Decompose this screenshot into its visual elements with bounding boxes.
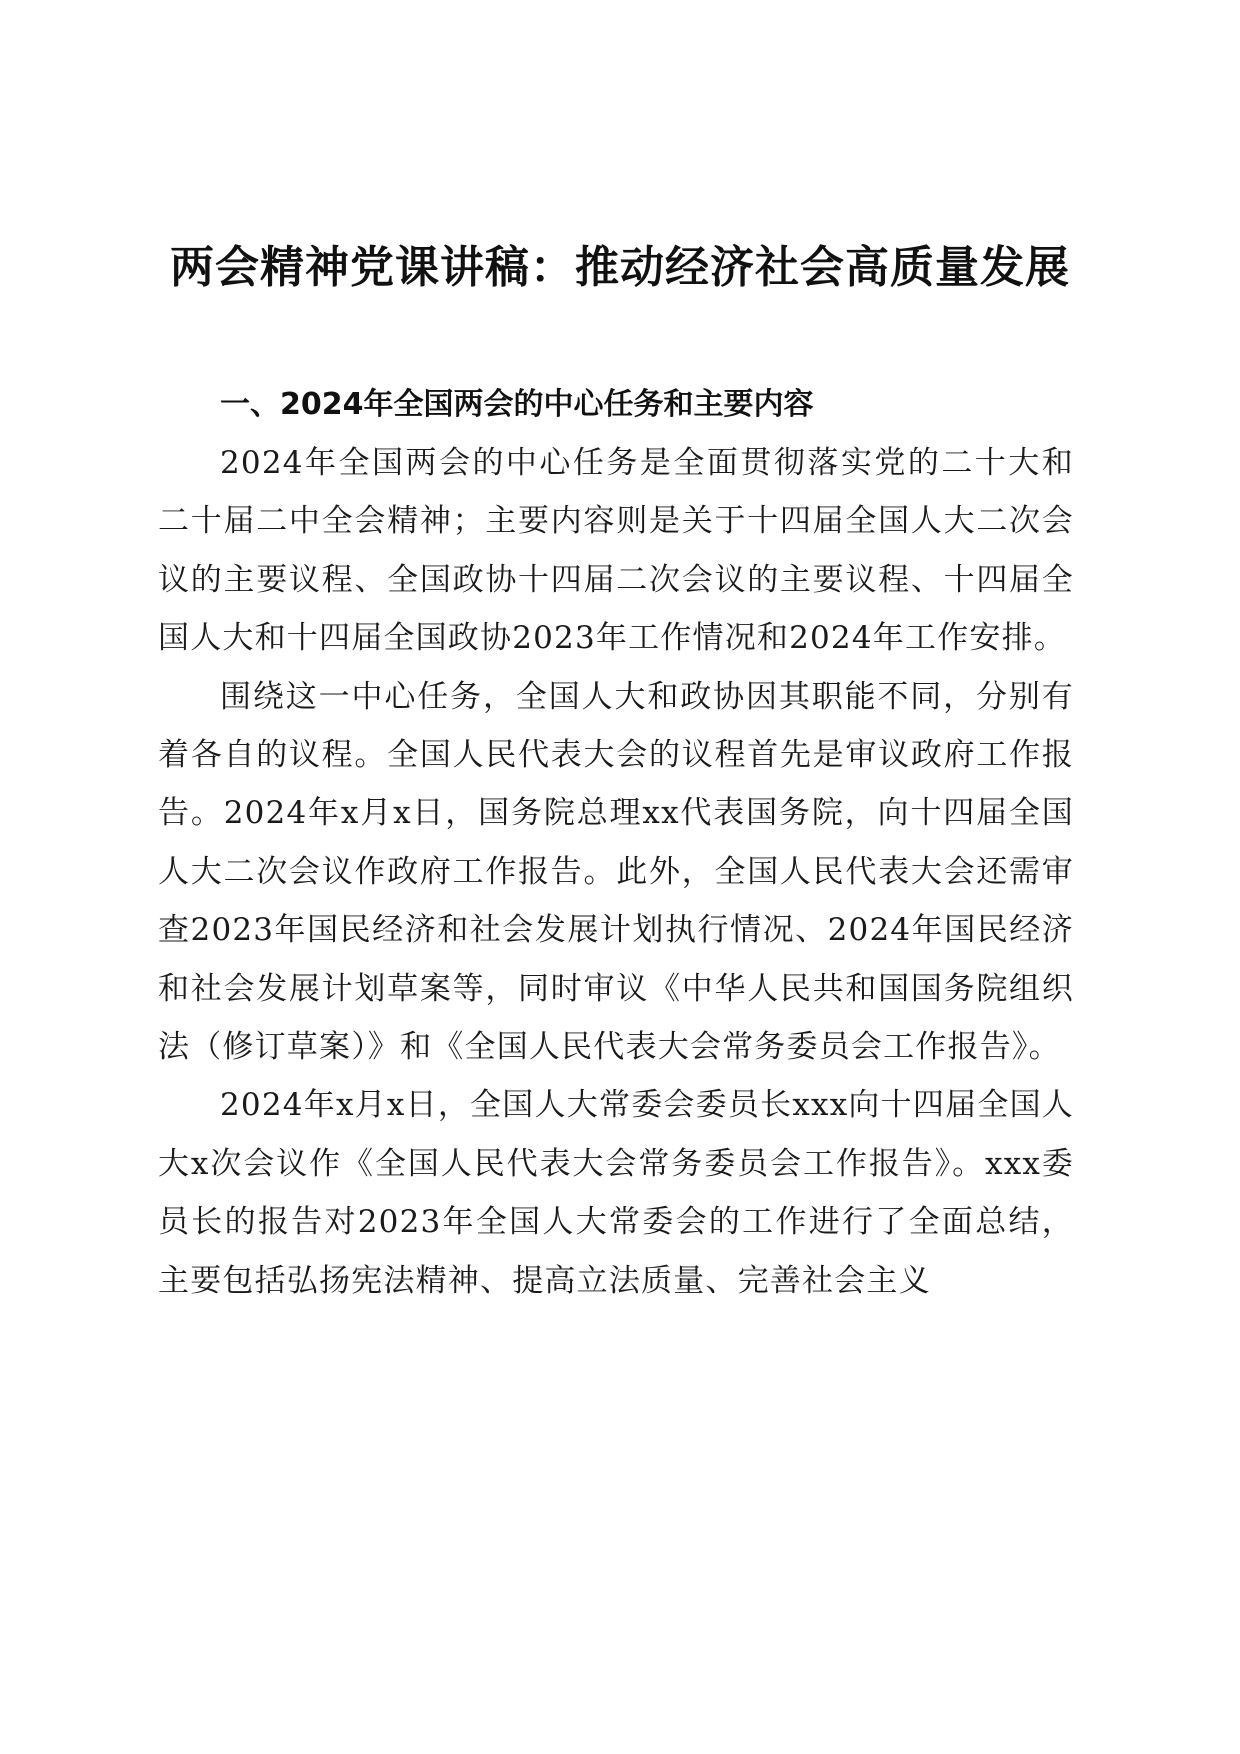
paragraph: 2024年x月x日，全国人大常委会委员长xxx向十四届全国人大x次会议作《全国人民代表大会常务委员会工作报告》。xxx委员长的报告对2023年全国人大常委会的工作进行了全面总结，主要包括弘扬宪法精神、提高立法质量、完善社会主义: [158, 1087, 1074, 1299]
document-title: 两会精神党课讲稿：推动经济社会高质量发展: [170, 242, 1070, 293]
paragraph: 2024年全国两会的中心任务是全面贯彻落实党的二十大和二十届二中全会精神；主要内容则是关于十四届全国人大二次会议的主要议程、全国政协十四届二次会议的主要议程、十四届全国人大和十四届全国政协2023年工作情况和2024年工作安排。: [158, 445, 1074, 657]
paragraph: 围绕这一中心任务，全国人大和政协因其职能不同，分别有着各自的议程。全国人民代表大会的议程首先是审议政府工作报告。2024年x月x日，国务院总理xx代表国务院，向十四届全国人大二次会议作政府工作报告。此外，全国人民代表大会还需审查2023年国民经济和社会发展计划执行情况、2024年国民经济和社会发展计划草案等，同时审议《中华人民共和国国务院组织法（修订草案）》和《全国人民代表大会常务委员会工作报告》。: [158, 678, 1074, 1066]
document-body: [158, 376, 1074, 1310]
section-heading: 一、2024年全国两会的中心任务和主要内容: [220, 387, 814, 422]
